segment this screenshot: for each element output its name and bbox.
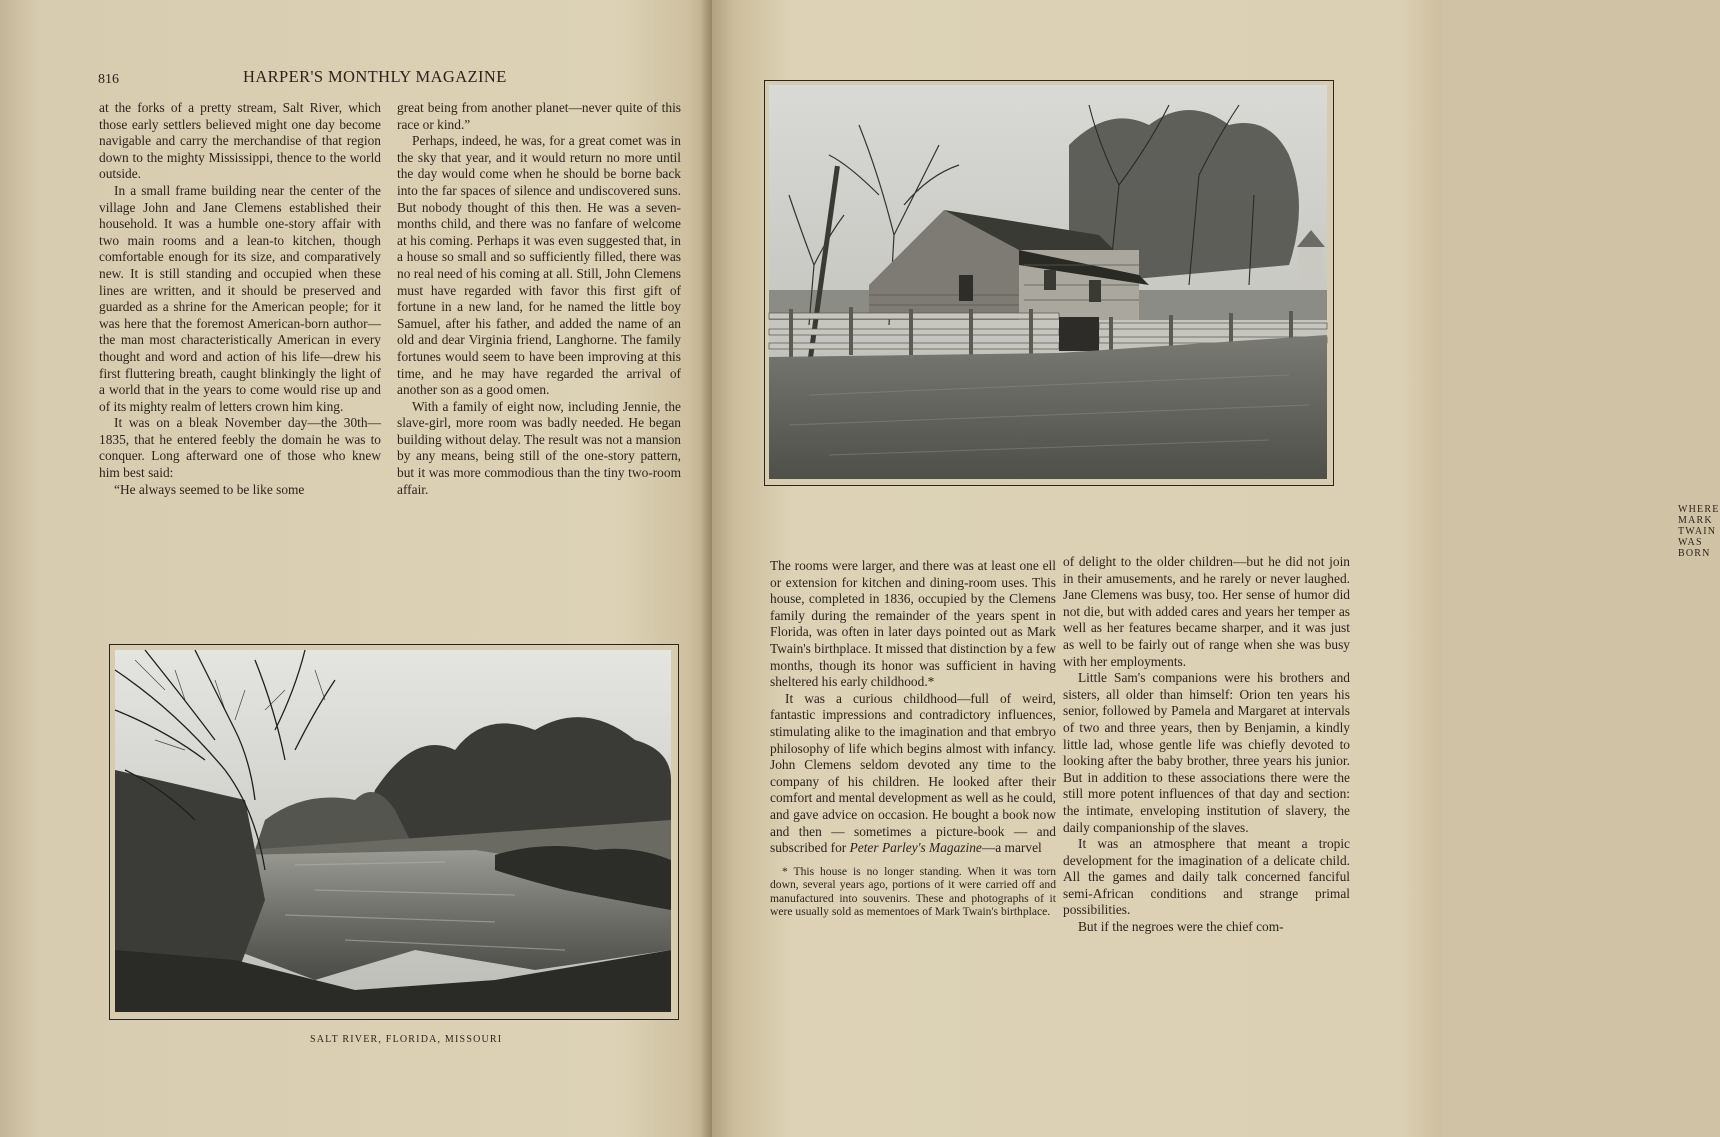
left-page <box>0 0 712 1137</box>
salt-river-image <box>115 650 671 1012</box>
birthplace-image <box>769 85 1327 479</box>
paragraph: at the forks of a pretty stream, Salt River, which those early settlers believed might one day become navigable and carry the merchandise of that region down to the mighty Mississippi, thence to the world outside. <box>99 100 381 182</box>
italic-title: Peter Parley's Magazine <box>849 840 982 856</box>
footnote <box>770 865 1056 919</box>
paragraph: It was on a bleak November day—the 30th—1835, that he entered feebly the domain he was to conquer. Long afterward one of those who knew him best said: <box>99 415 381 481</box>
paragraph: great being from another planet—never quite of this race or kind.” <box>397 100 681 132</box>
salt-river-photo <box>109 644 679 1020</box>
salt-river-caption: SALT RIVER, FLORIDA, MISSOURI <box>310 1034 503 1045</box>
paragraph: The rooms were larger, and there was at least one ell or extension for kitchen and dining-room uses. This house, completed in 1836, occupied by the Clemens family during the remainder of the years spent in Florida, was often in later days pointed out as Mark Twain's birthplace. It missed that distinction by a few months, though its honor was sufficient in having sheltered his early childhood.* <box>770 558 1056 690</box>
paragraph-tail: —a marvel <box>981 840 1042 856</box>
paragraph: Little Sam's companions were his brothers and sisters, all older than himself: Orion ten years his senior, followed by Pamela and Margaret at intervals of two and three years, then by Benjamin, a kindly little lad, whose gentle life was chiefly devoted to looking after the baby brother, three years his junior. But in addition to these associations there were the still more potent influences of that day and section: the intimate, enveloping institution of slavery, the daily companionship of the slaves. <box>1063 670 1350 835</box>
paragraph: Perhaps, indeed, he was, for a great comet was in the sky that year, and it would return no more until the day would come when he should be borne back into the far spaces of silence and undiscovered suns. But nobody thought of this then. He was a seven-months child, and there was no fanfare of welcome at his coming. Perhaps it was even suggested that, in a house so small and so sufficiently filled, there was no real need of his coming at all. Still, John Clemens must have regarded with favor this first gift of fortune in a new land, for he named the little boy Samuel, after his father, and added the name of an old and dear Virginia friend, Langhorne. The family fortunes would seem to have been improving at this time, and he may have regarded the arrival of another son as a good omen. <box>397 133 681 398</box>
left-column-1 <box>99 100 381 498</box>
paragraph: It was an atmosphere that meant a tropic development for the imagination of a delicate child. All the games and daily talk concerned fanciful semi-African conditions and strange primal possibilities. <box>1063 836 1350 918</box>
running-head: HARPER'S MONTHLY MAGAZINE <box>243 67 507 86</box>
paragraph: With a family of eight now, including Jennie, the slave-girl, more room was badly needed. He began building without delay. The result was not a mansion by any means, being still of the one-story pattern, but it was more commodious than the tiny two-room affair. <box>397 398 681 497</box>
paragraph-text: It was a curious childhood—full of weird, fantastic impressions and contradictory influences, stimulating alike to the imagination and that embryo philosophy of life which begins almost with infancy. John Clemens seldom devoted any time to the company of his children. He looked after their comfort and mental development as well as he could, and gave advice on occasion. He bought a book now and then — sometimes a picture-book — and subscribed for <box>770 690 1056 856</box>
paragraph <box>770 691 1056 857</box>
birthplace-photo <box>764 80 1334 486</box>
right-column-2 <box>1063 554 1350 936</box>
page-number: 816 <box>98 72 119 87</box>
paragraph: of delight to the older children—but he did not join in their amusements, and he rarely or never laughed. Jane Clemens was busy, too. Her sense of humor did not die, but with added cares and years her temper as well as her features became sharper, and it was just as well to be fairly out of range when she was busy with her employments. <box>1063 554 1350 669</box>
paragraph: But if the negroes were the chief com- <box>1078 919 1284 935</box>
birthplace-caption: WHERE MARK TWAIN WAS BORN <box>1678 504 1720 559</box>
right-column-1 <box>770 558 1056 919</box>
left-column-2 <box>397 100 681 498</box>
paragraph: “He always seemed to be like some <box>114 481 305 497</box>
paragraph: In a small frame building near the center of the village John and Jane Clemens established their household. It was a humble one-story affair with two main rooms and a lean-to kitchen, though comfortable enough for its size, and comparatively new. It is still standing and occupied when these lines are written, and it should be preserved and guarded as a shrine for the American people; for it was here that the foremost American-born author—the man most characteristically American in every thought and word and action of his life—drew his first fluttering breath, caught blinkingly the light of a world that in the years to come would rise up and of its mighty realm of letters crown him king. <box>99 182 381 414</box>
footnote-text: * This house is no longer standing. When it was torn down, several years ago, portions of it were carried off and manufactured into souvenirs. These and photographs of it were usually sold as mementoes of Mark Twain's birthplace. <box>770 864 1056 919</box>
